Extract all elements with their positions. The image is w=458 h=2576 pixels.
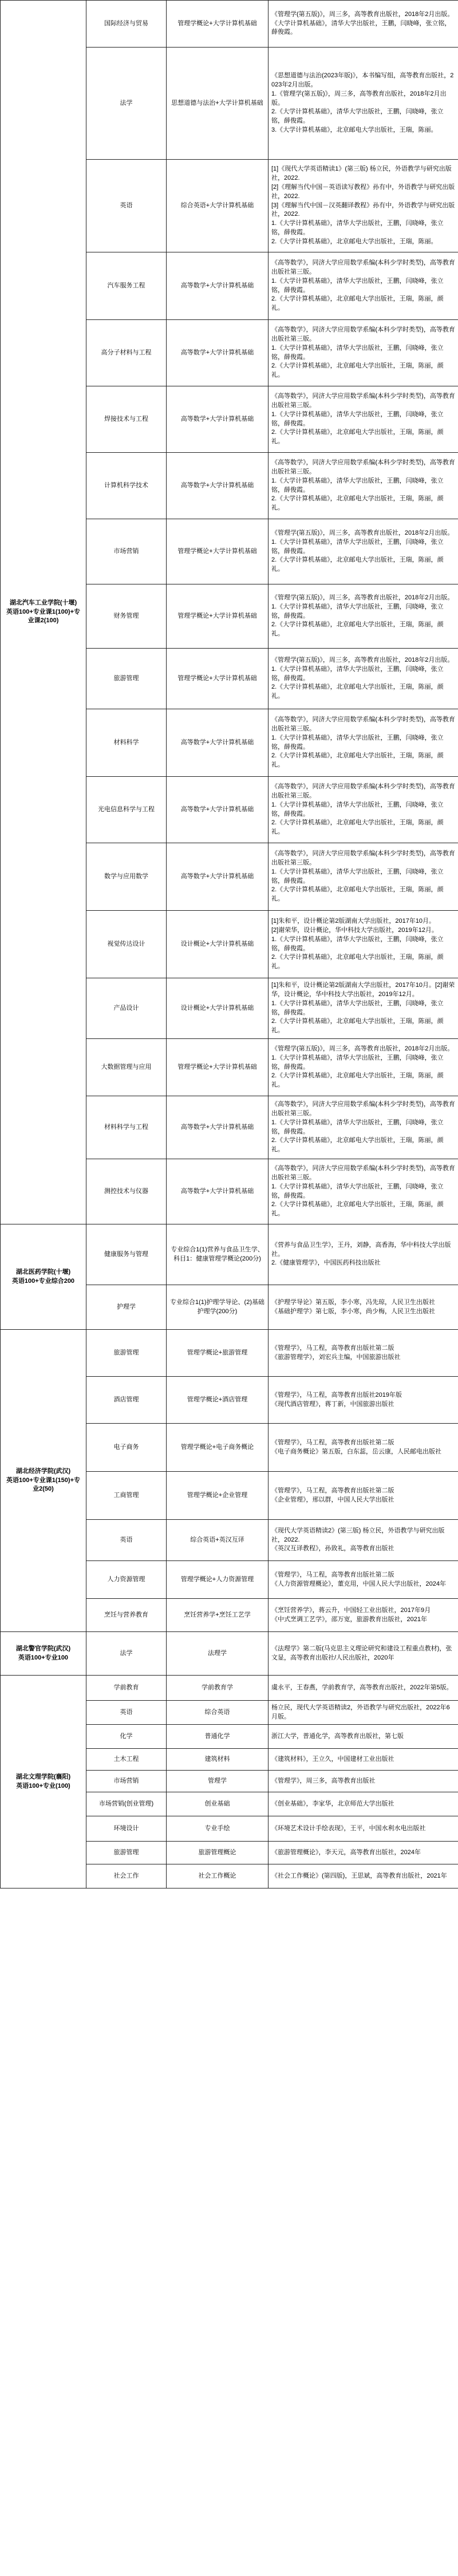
major-cell: 工商管理: [86, 1472, 167, 1520]
major-cell: 市场营销: [86, 1771, 167, 1792]
course-cell: 学前教育学: [167, 1676, 269, 1701]
reference-cell: 虞永平，王春燕，学前教育学，高等教育出版社，2022年第5版。: [269, 1676, 458, 1701]
major-cell: 高分子材料与工程: [86, 320, 167, 386]
course-cell: 管理学概论+大学计算机基础: [167, 1, 269, 48]
reference-cell: 《高等数学》，同济大学应用数学系编(本科少学时类型)，高等教育出版社第三版。 1.《大学计算机基础》，清华大学出版社，王鹏，闫晓峰，张立铭，薛俊霞。 2.《大学计算机基础》，北京邮电大学出版社，王瑞，陈丽，颜礼。: [269, 709, 458, 777]
major-cell: 市场营销: [86, 519, 167, 584]
course-cell: 高等数学+大学计算机基础: [167, 1096, 269, 1159]
major-cell: 产品设计: [86, 978, 167, 1039]
course-cell: 建筑材料: [167, 1749, 269, 1771]
course-cell: 旅游管理概论: [167, 1842, 269, 1864]
major-cell: 英语: [86, 160, 167, 252]
table-row: [1, 1632, 458, 1676]
reference-cell: 《管理学(第五版)》，周三多，高等教育出版社，2018年2月出版。 1.《大学计算机基础》，清华大学出版社，王鹏，闫晓峰，张立铭，薛俊霞。 2.《大学计算机基础》，北京邮电大学出版社，王瑞，陈丽，颜礼。: [269, 649, 458, 709]
reference-cell: 《护理学导论》第五版，李小寒，冯先琼，人民卫生出版社 《基础护理学》第七版，李小寒，尚少梅，人民卫生出版社: [269, 1285, 458, 1330]
major-cell: 英语: [86, 1520, 167, 1561]
major-cell: 焊接技术与工程: [86, 386, 167, 453]
school-cell: 湖北警官学院(武汉) 英语100+专业100: [1, 1632, 86, 1676]
reference-cell: 《建筑材料》，王立久，中国建材工业出版社: [269, 1749, 458, 1771]
course-cell: 管理学概论+大学计算机基础: [167, 649, 269, 709]
major-cell: 英语: [86, 1701, 167, 1725]
major-cell: 旅游管理: [86, 1330, 167, 1377]
course-cell: 设计概论+大学计算机基础: [167, 911, 269, 978]
school-cell: 湖北文理学院(襄阳) 英语100+专业(100): [1, 1676, 86, 1888]
course-cell: 管理学概论+企业管理: [167, 1472, 269, 1520]
course-cell: 专业手绘: [167, 1816, 269, 1842]
reference-cell: 《旅游管理概论》，李天元，高等教育出版社，2024年: [269, 1842, 458, 1864]
reference-cell: 《管理学》，马工程，高等教育出版社第二版 《电子商务概论》第五版，白东蕊，岳云康，人民邮电出版社: [269, 1424, 458, 1472]
reference-cell: [1]朱和平，设计概论第2版湖南大学出版社，2017年10月。[2]谢荣华，设计概论，华中科技大学出版社，2019年12月。 1.《大学计算机基础》，清华大学出版社，王鹏，闫晓峰，张立铭，薛俊霞。 2.《大学计算机基础》，北京邮电大学出版社，王瑞，陈丽，颜礼。: [269, 978, 458, 1039]
course-cell: 综合英语+英汉互译: [167, 1520, 269, 1561]
course-cell: 烹饪营养学+烹饪工艺学: [167, 1599, 269, 1632]
course-cell: 高等数学+大学计算机基础: [167, 777, 269, 843]
major-cell: 大数据管理与应用: [86, 1039, 167, 1096]
reference-cell: 《高等数学》，同济大学应用数学系编(本科少学时类型)，高等教育出版社第三版。 1.《大学计算机基础》，清华大学出版社，王鹏，闫晓峰，张立铭，薛俊霞。 2.《大学计算机基础》，北京邮电大学出版社，王瑞，陈丽，颜礼。: [269, 386, 458, 453]
reference-cell: 《高等数学》，同济大学应用数学系编(本科少学时类型)，高等教育出版社第三版。 1.《大学计算机基础》，清华大学出版社，王鹏，闫晓峰，张立铭，薛俊霞。 2.《大学计算机基础》，北京邮电大学出版社，王瑞，陈丽，颜礼。: [269, 777, 458, 843]
school-cell: 湖北汽车工业学院(十堰) 英语100+专业课1(100)+专业课2(100): [1, 1, 86, 1224]
course-cell: 综合英语: [167, 1701, 269, 1725]
reference-cell: 《管理学(第五版)》，周三多，高等教育出版社，2018年2月出版。 《大学计算机基础》，清华大学出版社，王鹏，闫晓峰，张立铭，薛俊霞。: [269, 1, 458, 48]
table-row: [1, 1676, 458, 1701]
reference-cell: 《管理学》，马工程，高等教育出版社2019年版 《现代酒店管理》，蒋丁新，中国旅游出版社: [269, 1377, 458, 1424]
major-cell: 数学与应用数学: [86, 843, 167, 911]
major-cell: 健康服务与管理: [86, 1224, 167, 1285]
reference-cell: 《管理学(第五版)》，周三多，高等教育出版社，2018年2月出版。 1.《大学计算机基础》，清华大学出版社，王鹏，闫晓峰，张立铭，薛俊霞。 2.《大学计算机基础》，北京邮电大学出版社，王瑞，陈丽，颜礼。: [269, 584, 458, 649]
major-cell: 法学: [86, 48, 167, 160]
course-cell: 高等数学+大学计算机基础: [167, 453, 269, 519]
course-cell: 管理学概论+大学计算机基础: [167, 584, 269, 649]
course-cell: 管理学概论+旅游管理: [167, 1330, 269, 1377]
course-cell: 管理学概论+大学计算机基础: [167, 1039, 269, 1096]
major-cell: 财务管理: [86, 584, 167, 649]
major-cell: 光电信息科学与工程: [86, 777, 167, 843]
reference-cell: 《管理学》，马工程，高等教育出版社第二版 《企业管理》，邢以群，中国人民大学出版社: [269, 1472, 458, 1520]
reference-cell: 《环境艺术设计手绘表现》，王平，中国水利水电出版社: [269, 1816, 458, 1842]
major-cell: 化学: [86, 1725, 167, 1749]
reference-cell: 《社会工作概论》(第四版)，王思斌，高等教育出版社，2021年: [269, 1864, 458, 1888]
reference-cell: 《管理学》，马工程，高等教育出版社第二版 《旅游管理学》，刘宏兵主编，中国旅游出版社: [269, 1330, 458, 1377]
reference-cell: 《高等数学》，同济大学应用数学系编(本科少学时类型)，高等教育出版社第三版。 1.《大学计算机基础》，清华大学出版社，王鹏，闫晓峰，张立铭，薛俊霞。 2.《大学计算机基础》，北京邮电大学出版社，王瑞，陈丽，颜礼。: [269, 843, 458, 911]
course-cell: 高等数学+大学计算机基础: [167, 320, 269, 386]
reference-cell: 《高等数学》，同济大学应用数学系编(本科少学时类型)，高等教育出版社第三版。 1.《大学计算机基础》，清华大学出版社，王鹏，闫晓峰，张立铭，薛俊霞。 2.《大学计算机基础》，北京邮电大学出版社，王瑞，陈丽，颜礼。: [269, 453, 458, 519]
reference-cell: 《法理学》第二版(马克思主义理论研究和建设工程重点教材)，张文显，高等教育出版社/人民出版社，2020年: [269, 1632, 458, 1676]
course-cell: 管理学概论+人力资源管理: [167, 1561, 269, 1599]
course-cell: 创业基础: [167, 1792, 269, 1816]
major-cell: 土木工程: [86, 1749, 167, 1771]
table-row: [1, 1330, 458, 1377]
major-cell: 视觉传达设计: [86, 911, 167, 978]
course-cell: 高等数学+大学计算机基础: [167, 709, 269, 777]
major-cell: 学前教育: [86, 1676, 167, 1701]
reference-cell: 《管理学(第五版)》，周三多，高等教育出版社，2018年2月出版。 1.《大学计算机基础》，清华大学出版社，王鹏，闫晓峰，张立铭，薛俊霞。 2.《大学计算机基础》，北京邮电大学出版社，王瑞，陈丽，颜礼。: [269, 519, 458, 584]
major-cell: 材料科学与工程: [86, 1096, 167, 1159]
table-row: [1, 1224, 458, 1285]
major-cell: 护理学: [86, 1285, 167, 1330]
major-cell: 酒店管理: [86, 1377, 167, 1424]
major-cell: 市场营销(创业管理): [86, 1792, 167, 1816]
course-cell: 设计概论+大学计算机基础: [167, 978, 269, 1039]
reference-cell: 《现代大学英语精读2》(第三版) 杨立民，外语教学与研究出版社，2022. 《英汉互译教程》，孙致礼，高等教育出版社: [269, 1520, 458, 1561]
major-cell: 计算机科学技术: [86, 453, 167, 519]
course-cell: 专业综合1(1)护理学导论、(2)基础护理学(200分): [167, 1285, 269, 1330]
course-cell: 高等数学+大学计算机基础: [167, 843, 269, 911]
reference-cell: 《思想道德与法治(2023年版)》，本书编写组，高等教育出版社，2023年2月出版。 1.《管理学(第五版)》，周三多，高等教育出版社，2018年2月出版。 2.《大学计算机基础》，清华大学出版社，王鹏，闫晓峰，张立铭，薛俊霞。 3.《大学计算机基础》，北京邮电大学出版社，王瑞，陈丽。: [269, 48, 458, 160]
course-cell: 管理学: [167, 1771, 269, 1792]
reference-cell: 《高等数学》，同济大学应用数学系编(本科少学时类型)，高等教育出版社第三版。 1.《大学计算机基础》，清华大学出版社，王鹏，闫晓峰，张立铭，薛俊霞。 2.《大学计算机基础》，北京邮电大学出版社，王瑞，陈丽，颜礼。: [269, 1096, 458, 1159]
reference-cell: 《管理学(第五版)》，周三多，高等教育出版社，2018年2月出版。 1.《大学计算机基础》，清华大学出版社，王鹏，闫晓峰，张立铭，薛俊霞。 2.《大学计算机基础》，北京邮电大学出版社，王瑞，陈丽，颜礼。: [269, 1039, 458, 1096]
course-cell: 法理学: [167, 1632, 269, 1676]
major-cell: 汽车服务工程: [86, 252, 167, 320]
major-cell: 人力资源管理: [86, 1561, 167, 1599]
course-cell: 高等数学+大学计算机基础: [167, 386, 269, 453]
course-cell: 高等数学+大学计算机基础: [167, 252, 269, 320]
reference-cell: 《营养与食品卫生学》，王丹，刘静，高香海，华中科技大学出版社。 2.《健康管理学》，中国医药科技出版社: [269, 1224, 458, 1285]
course-cell: 专业综合1(1)营养与食品卫生学、 科目1：健康管理学概论(200分): [167, 1224, 269, 1285]
major-cell: 旅游管理: [86, 1842, 167, 1864]
course-cell: 综合英语+大学计算机基础: [167, 160, 269, 252]
school-cell: 湖北医药学院(十堰) 英语100+专业综合200: [1, 1224, 86, 1330]
reference-cell: 杨立民，现代大学英语精读2，外语教学与研究出版社，2022年6月版。: [269, 1701, 458, 1725]
major-cell: 国际经济与贸易: [86, 1, 167, 48]
reference-cell: 《高等数学》，同济大学应用数学系编(本科少学时类型)，高等教育出版社第三版。 1.《大学计算机基础》，清华大学出版社，王鹏，闫晓峰，张立铭，薛俊霞。 2.《大学计算机基础》，北京邮电大学出版社，王瑞，陈丽，颜礼。: [269, 252, 458, 320]
course-cell: 管理学概论+酒店管理: [167, 1377, 269, 1424]
table-row: [1, 1, 458, 48]
reference-cell: [1]《现代大学英语精读1》(第三版) 杨立民，外语教学与研究出版社，2022. [2]《理解当代中国－英语读写教程》孙有中，外语教学与研究出版社，2022. [3]《理解当代中国－汉英翻译教程》孙有中，外语教学与研究出版社，2022. 1.《大学计算机基础》，清华大学出版社，王鹏，闫晓峰，张立铭，薛俊霞。 2.《大学计算机基础》，北京邮电大学出版社，王瑞，陈丽。: [269, 160, 458, 252]
major-cell: 电子商务: [86, 1424, 167, 1472]
major-cell: 法学: [86, 1632, 167, 1676]
major-cell: 环境设计: [86, 1816, 167, 1842]
course-cell: 管理学概论+大学计算机基础: [167, 519, 269, 584]
major-cell: 材料科学: [86, 709, 167, 777]
reference-cell: 《烹饪营养学》，蒋云升，中国轻工业出版社，2017年9月 《中式烹调工艺学》，邵万宽，旅游教育出版社，2021年: [269, 1599, 458, 1632]
major-cell: 烹饪与营养教育: [86, 1599, 167, 1632]
course-cell: 社会工作概论: [167, 1864, 269, 1888]
major-cell: 旅游管理: [86, 649, 167, 709]
reference-cell: 《创业基础》，李家华，北京师范大学出版社: [269, 1792, 458, 1816]
reference-cell: [1]朱和平，设计概论第2版湖南大学出版社，2017年10月。 [2]谢荣华，设计概论，华中科技大学出版社，2019年12月。 1.《大学计算机基础》，清华大学出版社，王鹏，闫晓峰，张立铭，薛俊霞。 2.《大学计算机基础》，北京邮电大学出版社，王瑞，陈丽，颜礼。: [269, 911, 458, 978]
school-cell: 湖北经济学院(武汉) 英语100+专业课1(150)+专业2(50): [1, 1330, 86, 1632]
course-cell: 思想道德与法治+大学计算机基础: [167, 48, 269, 160]
course-cell: 高等数学+大学计算机基础: [167, 1159, 269, 1224]
course-cell: 普通化学: [167, 1725, 269, 1749]
reference-cell: 《管理学》，马工程，高等教育出版社第二版 《人力资源管理概论》，董克用，中国人民大学出版社，2024年: [269, 1561, 458, 1599]
major-cell: 社会工作: [86, 1864, 167, 1888]
reference-cell: 《高等数学》，同济大学应用数学系编(本科少学时类型)，高等教育出版社第三版。 1.《大学计算机基础》，清华大学出版社，王鹏，闫晓峰，张立铭，薛俊霞。 2.《大学计算机基础》，北京邮电大学出版社，王瑞，陈丽，颜礼。: [269, 1159, 458, 1224]
course-cell: 管理学概论+电子商务概论: [167, 1424, 269, 1472]
reference-cell: 《高等数学》，同济大学应用数学系编(本科少学时类型)，高等教育出版社第三版。 1.《大学计算机基础》，清华大学出版社，王鹏，闫晓峰，张立铭，薛俊霞。 2.《大学计算机基础》，北京邮电大学出版社，王瑞，陈丽，颜礼。: [269, 320, 458, 386]
major-cell: 测控技术与仪器: [86, 1159, 167, 1224]
reference-cell: 《管理学》，周三多，高等教育出版社: [269, 1771, 458, 1792]
reference-cell: 浙江大学，普通化学，高等教育出版社，第七版: [269, 1725, 458, 1749]
